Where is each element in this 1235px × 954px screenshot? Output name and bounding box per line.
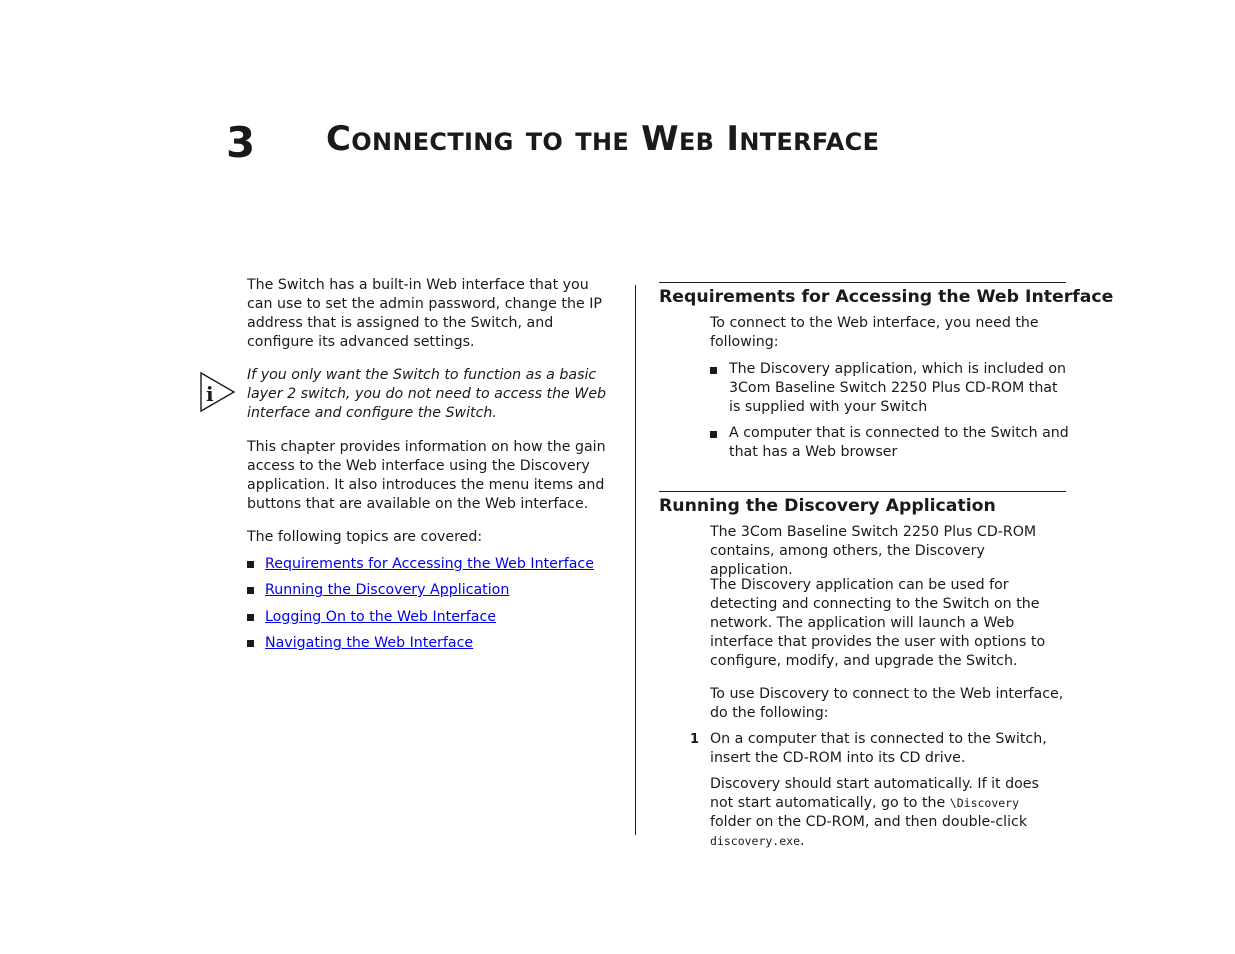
bullet-icon [247, 561, 254, 568]
svg-text:i: i [206, 382, 214, 406]
step-text: On a computer that is connected to the Switch, insert the CD-ROM into its CD drive. [710, 731, 1047, 766]
section-rule [659, 491, 1066, 492]
topics-intro: The following topics are covered: [247, 529, 483, 545]
step-detail [710, 775, 1060, 851]
discovery-para-1: The 3Com Baseline Switch 2250 Plus CD-ROM contains, among others, the Discovery application. [710, 524, 1037, 578]
topic-link-requirements[interactable]: Requirements for Accessing the Web Interface [265, 556, 594, 572]
note-text: If you only want the Switch to function as a basic layer 2 switch, you do not need to access the Web interface and configure the Switch. [247, 367, 607, 421]
bullet-icon [247, 587, 254, 594]
intro-paragraph: The Switch has a built-in Web interface that you can use to set the admin password, change the IP address that is assigned to the Switch, and configure its advanced settings. [247, 277, 602, 350]
bullet-icon [247, 614, 254, 621]
file-name: discovery.exe [710, 834, 801, 848]
step-number: 1 [690, 732, 700, 747]
bullet-icon [710, 431, 717, 438]
requirements-intro: To connect to the Web interface, you need the following: [710, 315, 1039, 350]
discovery-para-2: The Discovery application can be used for detecting and connecting to the Switch on the network. The application will launch a Web interface that provides the user with options to configure, modify, and upgrade the Switch. [710, 577, 1046, 669]
step-detail-end: . [800, 833, 805, 849]
column-divider [635, 285, 636, 835]
section-heading-requirements: Requirements for Accessing the Web Interface [659, 287, 1114, 307]
info-note-icon [199, 371, 237, 419]
bullet-icon [710, 367, 717, 374]
overview-paragraph: This chapter provides information on how the gain access to the Web interface using the Discovery application. It also introduces the menu items and buttons that are available on the Web interface. [247, 439, 606, 512]
section-rule [659, 282, 1066, 283]
requirement-text: A computer that is connected to the Switch and that has a Web browser [729, 425, 1069, 460]
step-detail-text: folder on the CD-ROM, and then double-click [710, 814, 1028, 830]
bullet-icon [247, 640, 254, 647]
chapter-title: Connecting to the Web Interface [326, 119, 880, 159]
topic-link-logging-on[interactable]: Logging On to the Web Interface [265, 609, 496, 625]
discovery-para-3: To use Discovery to connect to the Web interface, do the following: [710, 686, 1064, 721]
topic-link-navigating[interactable]: Navigating the Web Interface [265, 635, 474, 651]
step-detail-text: Discovery should start automatically. If it does not start automatically, go to the [710, 776, 1039, 811]
topic-link-discovery[interactable]: Running the Discovery Application [265, 582, 510, 598]
folder-path: \Discovery [949, 796, 1020, 810]
chapter-number: 3 [226, 118, 256, 167]
requirement-text: The Discovery application, which is included on 3Com Baseline Switch 2250 Plus CD-ROM that is supplied with your Switch [729, 361, 1067, 415]
section-heading-discovery: Running the Discovery Application [659, 496, 996, 516]
